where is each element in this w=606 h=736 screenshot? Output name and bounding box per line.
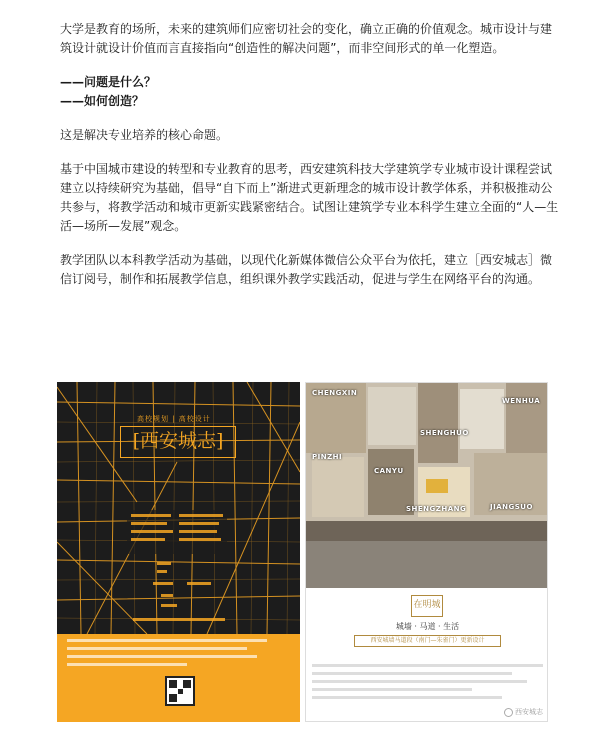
paragraph-3: 基于中国城市建设的转型和专业教育的思考，西安建筑科技大学建筑学专业城市设计课程尝试建立以持续研究为基础，倡导“自下而上”渐进式更新理念的城市设计教学体系，并积极推动公共参与，将教学活动和城市更新实践紧密结合。试图让建筑学专业本科学生建立全面的“人—生活—场所—发展”观念。 [60, 162, 559, 233]
article-body [60, 20, 560, 304]
question-1: ——问题是什么？ [60, 75, 157, 89]
district-label: SHENGZHANG [406, 505, 467, 513]
poster-title: [西安城志] [120, 426, 236, 458]
qr-code-icon [165, 676, 195, 706]
district-label: WENHUA [502, 397, 541, 405]
poster-info-band [57, 634, 300, 722]
wechat-icon [504, 708, 513, 717]
poster-xian-chengzhi [57, 382, 300, 722]
district-label: PINZHI [312, 453, 343, 461]
paragraph-2: 这是解决专业培养的核心命题。 [60, 128, 229, 142]
poster-text-lines [57, 639, 300, 666]
poster-subheading: 西安城墙马道段（南门—朱雀门）更新设计 [354, 635, 501, 647]
aerial-building-collage [306, 383, 548, 588]
paragraph-1: 大学是教育的场所，未来的建筑师们应密切社会的变化，确立正确的价值观念。城市设计与建筑设计就设计价值而言直接指向“创造性的解决问题”，而非空间形式的单一化塑造。 [60, 22, 553, 55]
poster-slogan: 城墙 · 马道 · 生活 [395, 622, 460, 631]
paragraph-4: 教学团队以本科教学活动为基础，以现代化新媒体微信公众平台为依托，建立［西安城志］微信订阅号，制作和拓展教学信息，组织课外教学实践活动，促进与学生在网络平台的沟通。 [60, 253, 553, 286]
watermark-text: 西安城志 [515, 708, 543, 716]
poster-figures [57, 382, 548, 722]
watermark [504, 707, 543, 717]
poster-logo: 在明城 [411, 595, 443, 617]
poster-city-wall-renewal [305, 382, 548, 722]
poster-detail-lines [312, 659, 543, 704]
district-label: CANYU [374, 467, 404, 475]
district-label: SHENGHUO [420, 429, 469, 437]
district-label: JIANGSUO [490, 503, 533, 511]
question-2: ——如何创造？ [60, 94, 145, 108]
poster-subtitle: 高校规划 | 高校设计 [137, 415, 211, 423]
district-label: CHENGXIN [312, 389, 358, 397]
